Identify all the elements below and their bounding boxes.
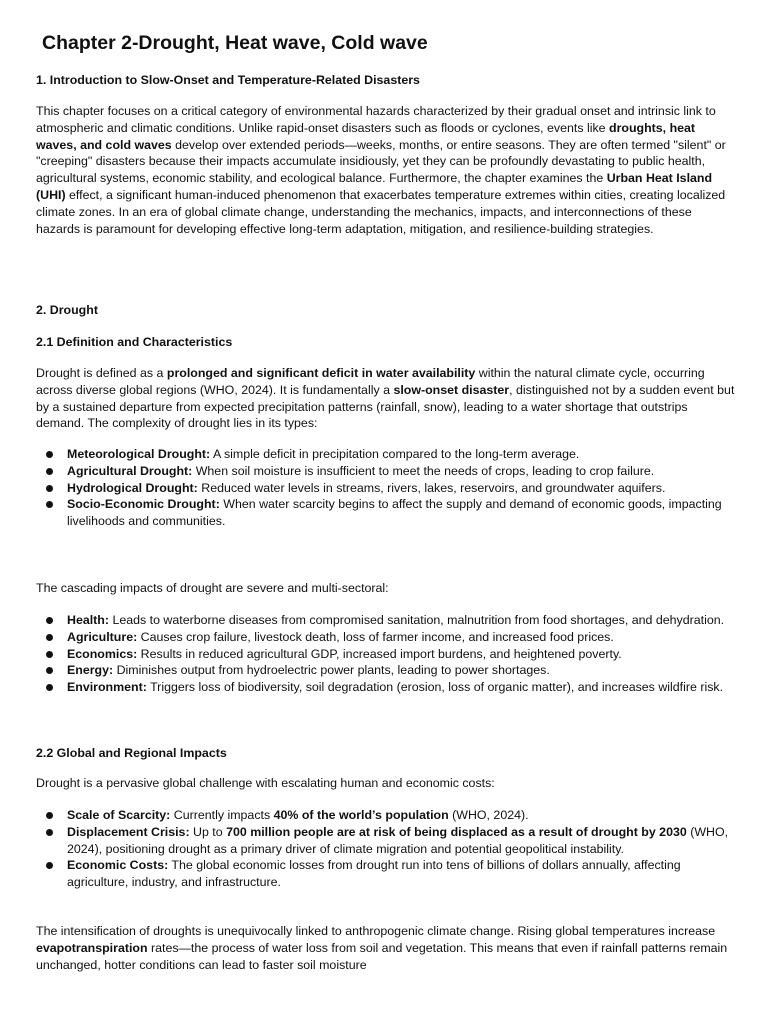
- global-impacts-list: [36, 807, 736, 891]
- closing-paragraph: The intensification of droughts is unequivocally linked to anthropogenic climate change. Rising global temperatures increase evapotranspiration rates—the process of water loss from soil and vegetation. This means that even if rainfall patterns remain unchanged, hotter conditions can lead to faster soil moisture: [36, 924, 728, 972]
- bullet-icon: [46, 501, 53, 508]
- list-item: Displacement Crisis: Up to 700 million people are at risk of being displaced as a result of drought by 2030 (WHO, 2024), positioning drought as a primary driver of climate migration and potential geopolitical instability.: [36, 824, 736, 858]
- list-item: Environment: Triggers loss of biodiversity, soil degradation (erosion, loss of organic matter), and increases wildfire risk.: [36, 679, 736, 696]
- definition-paragraph: Drought is defined as a prolonged and significant deficit in water availability within the natural climate cycle, occurring across diverse global regions (WHO, 2024). It is fundamentally a slow-onset disaster, distinguished not by a sudden event but by a sustained departure from expected precipitation patterns (rainfall, snow), leading to a water shortage that outstrips demand. The complexity of drought lies in its types:: [36, 366, 735, 431]
- subsection-2-2-heading: 2.2 Global and Regional Impacts: [36, 746, 227, 760]
- page-title: Chapter 2-Drought, Heat wave, Cold wave: [42, 32, 428, 54]
- impacts-intro: The cascading impacts of drought are severe and multi-sectoral:: [36, 581, 389, 595]
- list-item: Scale of Scarcity: Currently impacts 40% of the world’s population (WHO, 2024).: [36, 807, 736, 824]
- global-impacts-intro: Drought is a pervasive global challenge with escalating human and economic costs:: [36, 776, 495, 790]
- drought-types-list: [36, 446, 736, 530]
- bullet-icon: [46, 651, 53, 658]
- section1-paragraph: This chapter focuses on a critical category of environmental hazards characterized by their gradual onset and intrinsic link to atmospheric and climatic conditions. Unlike rapid-onset disasters such as floods or cyclones, events like droughts, heat waves, and cold waves develop over extended periods—weeks, months, or entire seasons. They are often termed "silent" or "creeping" disasters because their impacts accumulate insidiously, yet they can be profoundly devastating to public health, agricultural systems, economic stability, and ecological balance. Furthermore, the chapter examines the Urban Heat Island (UHI) effect, a significant human-induced phenomenon that exacerbates temperature extremes within cities, creating localized climate zones. In an era of global climate change, understanding the mechanics, impacts, and interconnections of these hazards is paramount for developing effective long-term adaptation, mitigation, and resilience-building strategies.: [36, 104, 726, 236]
- bullet-icon: [46, 451, 53, 458]
- drought-impacts-list: [36, 612, 736, 696]
- bullet-icon: [46, 667, 53, 674]
- section1-heading: 1. Introduction to Slow-Onset and Temperature-Related Disasters: [36, 73, 420, 87]
- section2-heading: 2. Drought: [36, 303, 98, 317]
- list-item: Energy: Diminishes output from hydroelectric power plants, leading to power shortages.: [36, 662, 736, 679]
- list-item: Hydrological Drought: Reduced water levels in streams, rivers, lakes, reservoirs, and groundwater aquifers.: [36, 480, 736, 497]
- list-item: Health: Leads to waterborne diseases from compromised sanitation, malnutrition from food shortages, and dehydration.: [36, 612, 736, 629]
- list-item: Meteorological Drought: A simple deficit in precipitation compared to the long-term average.: [36, 446, 736, 463]
- list-item: Agriculture: Causes crop failure, livestock death, loss of farmer income, and increased food prices.: [36, 629, 736, 646]
- list-item: Agricultural Drought: When soil moisture is insufficient to meet the needs of crops, leading to crop failure.: [36, 463, 736, 480]
- list-item: Economic Costs: The global economic losses from drought run into tens of billions of dollars annually, affecting agriculture, industry, and infrastructure.: [36, 857, 736, 891]
- bullet-icon: [46, 634, 53, 641]
- bullet-icon: [46, 617, 53, 624]
- bullet-icon: [46, 684, 53, 691]
- list-item: Economics: Results in reduced agricultural GDP, increased import burdens, and heightened poverty.: [36, 646, 736, 663]
- bullet-icon: [46, 862, 53, 869]
- bullet-icon: [46, 468, 53, 475]
- list-item: Socio-Economic Drought: When water scarcity begins to affect the supply and demand of economic goods, impacting livelihoods and communities.: [36, 496, 736, 530]
- bullet-icon: [46, 485, 53, 492]
- subsection-2-1-heading: 2.1 Definition and Characteristics: [36, 335, 233, 349]
- bullet-icon: [46, 812, 53, 819]
- bullet-icon: [46, 829, 53, 836]
